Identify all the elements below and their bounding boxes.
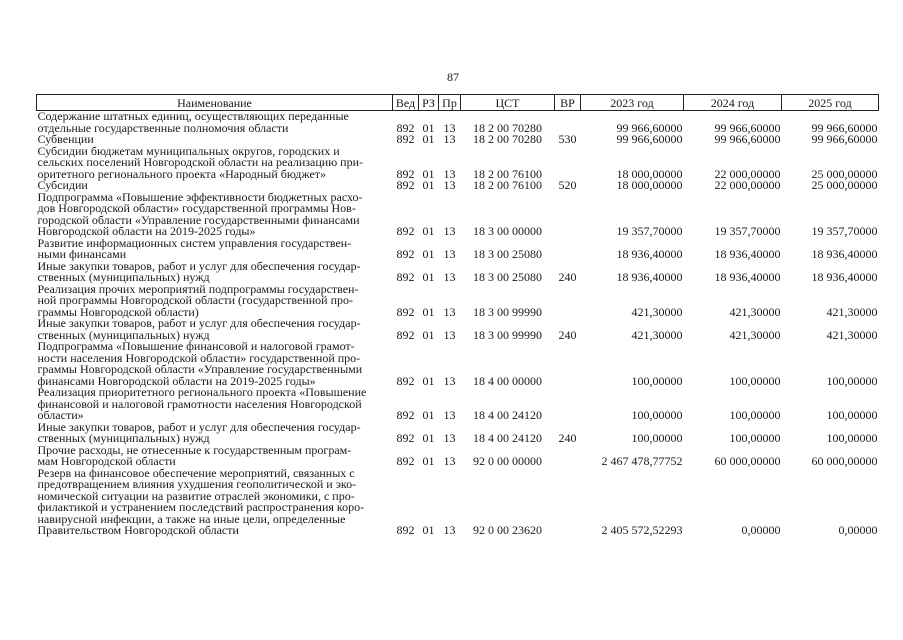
row-vr — [555, 146, 581, 181]
row-pr: 13 — [443, 304, 456, 319]
row-pr: 13 — [443, 224, 456, 238]
row-ved: 892 — [396, 120, 415, 135]
table-row — [37, 445, 879, 468]
row-value-2023: 99 966,60000 — [616, 132, 683, 146]
row-value-2025: 18 936,40000 — [811, 270, 878, 284]
row-value-2024: 18 936,40000 — [714, 270, 781, 284]
row-ved: 892 — [396, 247, 415, 261]
row-vr — [555, 468, 581, 537]
row-vr — [555, 192, 581, 238]
row-value-2025: 60 000,00000 — [811, 454, 878, 468]
row-rz: 01 — [422, 178, 435, 192]
row-cst: 18 2 00 76100 — [473, 178, 542, 192]
row-value-2025: 421,30000 — [826, 327, 878, 342]
row-vr — [555, 111, 581, 135]
row-name: Иные закупки товаров, работ и услуг для обеспечения государ- ственных (муниципальных) нужд — [37, 419, 361, 445]
row-value-2024: 421,30000 — [729, 304, 781, 319]
row-name: Иные закупки товаров, работ и услуг для обеспечения государ- ственных (муниципальных) нужд — [37, 316, 361, 342]
row-ved: 892 — [396, 178, 415, 192]
row-value-2023: 421,30000 — [631, 327, 683, 342]
row-rz: 01 — [422, 408, 435, 422]
row-value-2024: 22 000,00000 — [714, 166, 781, 181]
header-2025: 2025 год — [782, 95, 879, 111]
row-name: Реализация приоритетного регионального проекта «Повышение финансовой и налоговой грамотности населения Новгородской области» — [37, 385, 367, 422]
row-rz: 01 — [422, 120, 435, 135]
row-rz: 01 — [422, 327, 435, 342]
row-cst: 18 3 00 25080 — [473, 270, 542, 284]
row-pr: 13 — [443, 120, 456, 135]
row-value-2025: 100,00000 — [826, 431, 878, 445]
row-ved: 892 — [396, 523, 415, 537]
row-value-2024: 99 966,60000 — [714, 120, 781, 135]
table-row — [37, 238, 879, 261]
row-cst: 18 4 00 24120 — [473, 408, 542, 422]
row-rz: 01 — [422, 431, 435, 445]
row-rz: 01 — [422, 247, 435, 261]
row-cst: 18 3 00 25080 — [473, 247, 542, 261]
row-value-2024: 100,00000 — [729, 431, 781, 445]
row-value-2025: 421,30000 — [826, 304, 878, 319]
row-rz: 01 — [422, 373, 435, 388]
row-cst: 18 4 00 00000 — [473, 373, 542, 388]
row-pr: 13 — [443, 408, 456, 422]
row-ved: 892 — [396, 304, 415, 319]
row-ved: 892 — [396, 270, 415, 284]
row-value-2024: 99 966,60000 — [714, 132, 781, 146]
row-value-2025: 0,00000 — [838, 523, 878, 537]
row-name: Содержание штатных единиц, осуществляющих переданные отдельные государственные полномочия области — [37, 109, 349, 135]
row-name: Прочие расходы, не отнесенные к государственным програм- мам Новгородской области — [37, 442, 352, 468]
table-row — [37, 146, 879, 181]
row-value-2024: 22 000,00000 — [714, 178, 781, 192]
row-cst: 18 2 00 76100 — [473, 166, 542, 181]
row-name: Подпрограмма «Повышение финансовой и налоговой грамот- ности населения Новгородской области» государственной про- граммы Новгородской области «Управление государственными финансами Новгородской области на 2019-2025 годы» — [37, 339, 363, 388]
row-pr: 13 — [443, 247, 456, 261]
row-pr: 13 — [443, 431, 456, 445]
table-row — [37, 468, 879, 537]
row-ved: 892 — [396, 454, 415, 468]
row-value-2025: 25 000,00000 — [811, 178, 878, 192]
table-row — [37, 261, 879, 284]
header-2024: 2024 год — [684, 95, 782, 111]
row-value-2024: 19 357,70000 — [714, 224, 781, 238]
row-value-2024: 60 000,00000 — [714, 454, 781, 468]
row-value-2024: 100,00000 — [729, 373, 781, 388]
row-vr: 530 — [558, 132, 577, 146]
row-value-2023: 99 966,60000 — [616, 120, 683, 135]
table-row — [37, 111, 879, 135]
row-name: Подпрограмма «Повышение эффективности бюджетных расхо- дов Новгородской области» государственной программы Нов- городской области «Управление государственными финансами Новгородской области на 2019-2025 годы» — [37, 189, 363, 238]
table-row — [37, 284, 879, 319]
row-name: Субсидии — [37, 178, 88, 192]
row-pr: 13 — [443, 327, 456, 342]
header-pr: Пр — [439, 95, 461, 111]
row-cst: 18 3 00 00000 — [473, 224, 542, 238]
table-row — [37, 341, 879, 387]
row-cst: 18 2 00 70280 — [473, 132, 542, 146]
row-cst: 18 3 00 99990 — [473, 304, 542, 319]
row-vr — [555, 387, 581, 422]
row-pr: 13 — [443, 270, 456, 284]
row-cst: 18 2 00 70280 — [473, 120, 542, 135]
row-rz: 01 — [422, 166, 435, 181]
row-value-2025: 18 936,40000 — [811, 247, 878, 261]
row-rz: 01 — [422, 132, 435, 146]
row-value-2023: 100,00000 — [631, 373, 683, 388]
row-value-2025: 100,00000 — [826, 408, 878, 422]
row-rz: 01 — [422, 454, 435, 468]
row-name: Реализация прочих мероприятий подпрограммы государствен- ной программы Новгородской области (государственной про- граммы Новгородской области) — [37, 281, 359, 319]
row-cst: 92 0 00 23620 — [473, 523, 542, 537]
row-ved: 892 — [396, 431, 415, 445]
row-name: Резерв на финансовое обеспечение мероприятий, связанных с предотвращением влияния ухудшения геополитической и эко- номической ситуации на развитие отраслей экономики, с про- филактикой и устранением последствий распространения коро- навирусной инфекции, а также на иные цели, определенные Правительством Новгородской области — [37, 465, 365, 537]
header-vr: ВР — [555, 95, 581, 111]
row-pr: 13 — [443, 166, 456, 181]
row-value-2025: 19 357,70000 — [811, 224, 878, 238]
row-vr — [555, 238, 581, 261]
row-value-2023: 18 936,40000 — [616, 247, 683, 261]
row-name: Субвенции — [37, 132, 94, 146]
row-rz: 01 — [422, 304, 435, 319]
row-value-2025: 99 966,60000 — [811, 132, 878, 146]
row-ved: 892 — [396, 166, 415, 181]
row-vr — [555, 341, 581, 387]
row-value-2023: 100,00000 — [631, 408, 683, 422]
row-name: Субсидии бюджетам муниципальных округов, городских и сельских поселений Новгородской области на реализацию при- оритетного регионального проекта «Народный бюджет» — [37, 143, 364, 181]
row-value-2025: 99 966,60000 — [811, 120, 878, 135]
row-pr: 13 — [443, 523, 456, 537]
row-cst: 92 0 00 00000 — [473, 454, 542, 468]
header-name: Наименование — [37, 95, 393, 111]
header-ved: Вед — [393, 95, 419, 111]
row-ved: 892 — [396, 408, 415, 422]
header-rz: РЗ — [419, 95, 439, 111]
row-value-2024: 421,30000 — [729, 327, 781, 342]
table-row — [37, 318, 879, 341]
row-ved: 892 — [396, 373, 415, 388]
row-value-2023: 18 000,00000 — [616, 178, 683, 192]
budget-table — [36, 94, 879, 537]
row-pr: 13 — [443, 454, 456, 468]
row-value-2024: 100,00000 — [729, 408, 781, 422]
row-value-2023: 19 357,70000 — [616, 224, 683, 238]
row-pr: 13 — [443, 132, 456, 146]
row-vr: 520 — [558, 178, 577, 192]
row-value-2025: 100,00000 — [826, 373, 878, 388]
row-value-2023: 421,30000 — [631, 304, 683, 319]
row-name: Иные закупки товаров, работ и услуг для обеспечения государ- ственных (муниципальных) нужд — [37, 258, 361, 284]
row-cst: 18 4 00 24120 — [473, 431, 542, 445]
page-number: 87 — [447, 70, 459, 84]
row-vr: 240 — [558, 270, 577, 284]
header-2023: 2023 год — [581, 95, 684, 111]
row-name: Развитие информационных систем управления государствен- ными финансами — [37, 235, 352, 261]
row-pr: 13 — [443, 373, 456, 388]
row-vr: 240 — [558, 431, 577, 445]
table-row — [37, 387, 879, 422]
row-value-2023: 2 405 572,52293 — [601, 523, 683, 537]
row-value-2024: 0,00000 — [741, 523, 781, 537]
row-value-2025: 25 000,00000 — [811, 166, 878, 181]
row-ved: 892 — [396, 224, 415, 238]
row-value-2024: 18 936,40000 — [714, 247, 781, 261]
row-vr — [555, 284, 581, 319]
row-ved: 892 — [396, 327, 415, 342]
row-rz: 01 — [422, 523, 435, 537]
table-row — [37, 192, 879, 238]
row-cst: 18 3 00 99990 — [473, 327, 542, 342]
table-row — [37, 422, 879, 445]
row-pr: 13 — [443, 178, 456, 192]
row-value-2023: 2 467 478,77752 — [601, 454, 683, 468]
row-value-2023: 100,00000 — [631, 431, 683, 445]
row-vr — [555, 445, 581, 468]
row-ved: 892 — [396, 132, 415, 146]
header-cst: ЦСТ — [461, 95, 555, 111]
row-rz: 01 — [422, 270, 435, 284]
row-value-2023: 18 936,40000 — [616, 270, 683, 284]
row-rz: 01 — [422, 224, 435, 238]
row-vr: 240 — [558, 327, 577, 342]
row-value-2023: 18 000,00000 — [616, 166, 683, 181]
